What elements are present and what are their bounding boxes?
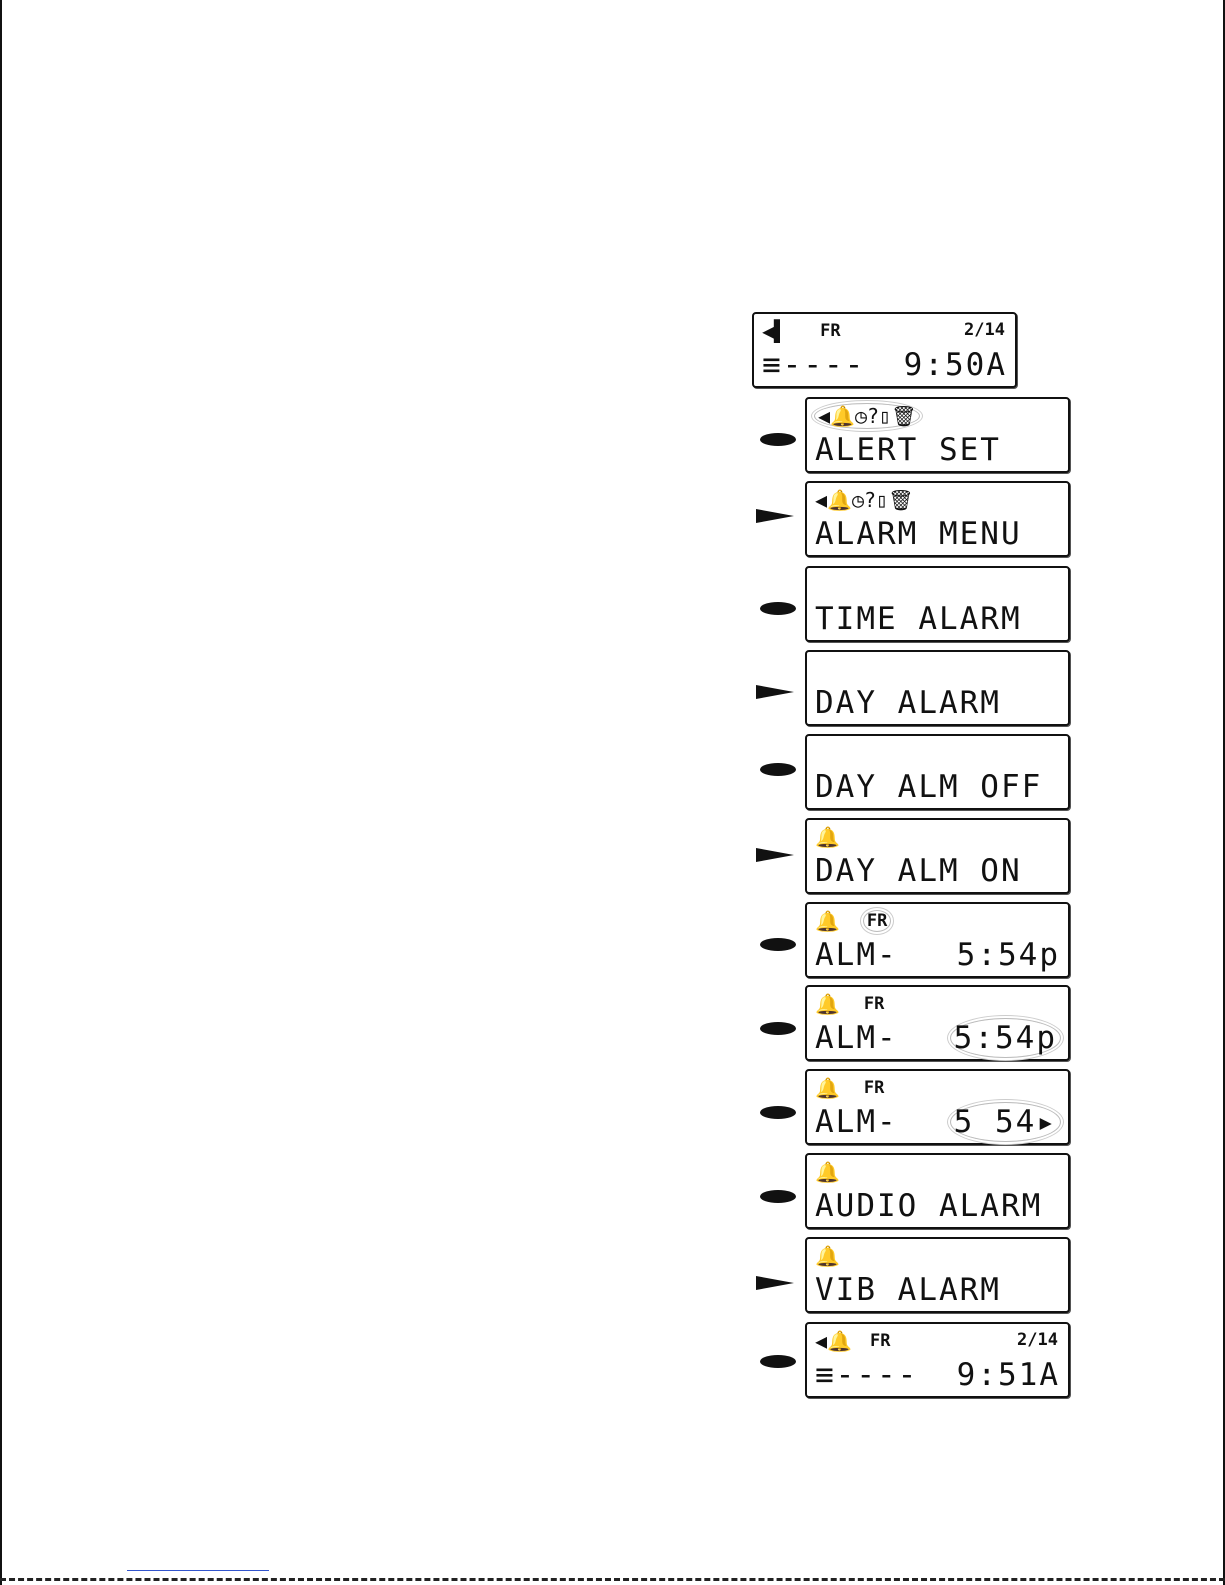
day-badge: FR xyxy=(863,994,885,1014)
alarm-time: 5:54p xyxy=(951,1019,1060,1057)
select-key-icon xyxy=(760,1355,796,1368)
lcd-screen-day-alm-on xyxy=(805,818,1070,894)
date-label: 2/14 xyxy=(1017,1330,1058,1350)
lcd-screen-alm-set-minute xyxy=(805,1069,1070,1145)
lcd-screen-audio-alarm xyxy=(805,1153,1070,1229)
menu-text: VIB ALARM xyxy=(815,1272,1001,1308)
volume-bell-icon: ◀🔔 xyxy=(815,1329,852,1353)
menu-icons: ◀🔔◷?▯🗑 xyxy=(815,404,919,428)
day-badge: FR xyxy=(864,911,890,931)
menu-text: DAY ALM OFF xyxy=(815,769,1043,805)
date-label: 2/14 xyxy=(964,320,1005,340)
right-arrow-key-icon xyxy=(756,1276,794,1290)
menu-text: DAY ALM ON xyxy=(815,853,1022,889)
lcd-screen-alarm-menu xyxy=(805,481,1070,557)
select-key-icon xyxy=(760,1106,796,1119)
lcd-screen-time-alarm xyxy=(805,566,1070,642)
page-bottom-rule xyxy=(0,1578,1225,1581)
lcd-screen-standby xyxy=(752,312,1017,388)
right-arrow-key-icon xyxy=(756,509,794,523)
alarm-label: ALM- xyxy=(815,1020,898,1056)
select-key-icon xyxy=(760,1190,796,1203)
menu-text: DAY ALARM xyxy=(815,685,1001,721)
alarm-time: 5:54p xyxy=(956,937,1060,973)
lcd-screen-standby-2 xyxy=(805,1322,1070,1398)
select-key-icon xyxy=(760,602,796,615)
day-badge: FR xyxy=(863,1078,885,1098)
menu-text: ALERT SET xyxy=(815,432,1001,468)
menu-text: AUDIO ALARM xyxy=(815,1188,1043,1224)
day-badge: FR xyxy=(869,1331,891,1351)
volume-icon: ◀▌ xyxy=(762,319,787,343)
lcd-screen-alm-set-hour xyxy=(805,985,1070,1061)
bell-icon: 🔔 xyxy=(815,1076,840,1100)
lcd-screen-alm-set-day xyxy=(805,902,1070,978)
bell-icon: 🔔 xyxy=(815,1244,840,1268)
select-key-icon xyxy=(760,1022,796,1035)
bell-icon: 🔔 xyxy=(815,1160,840,1184)
footer-link-underline xyxy=(127,1570,269,1571)
alarm-time: 5 54▸ xyxy=(951,1103,1060,1141)
lcd-screen-alert-set xyxy=(805,397,1070,473)
alarm-label: ALM- xyxy=(815,937,898,973)
lcd-screen-day-alm-off xyxy=(805,734,1070,810)
menu-icons: ◀🔔◷?▯🗑 xyxy=(815,488,914,512)
right-arrow-key-icon xyxy=(756,685,794,699)
page-border-left xyxy=(0,0,2,1585)
signal-indicator: ≡---- xyxy=(762,347,866,383)
time-label: 9:51A xyxy=(956,1357,1060,1393)
alarm-label: ALM- xyxy=(815,1104,898,1140)
select-key-icon xyxy=(760,763,796,776)
menu-text: ALARM MENU xyxy=(815,516,1022,552)
menu-text: TIME ALARM xyxy=(815,601,1022,637)
lcd-screen-day-alarm xyxy=(805,650,1070,726)
lcd-screen-vib-alarm xyxy=(805,1237,1070,1313)
bell-icon: 🔔 xyxy=(815,909,840,933)
time-label: 9:50A xyxy=(903,347,1007,383)
right-arrow-key-icon xyxy=(756,848,794,862)
bell-icon: 🔔 xyxy=(815,992,840,1016)
select-key-icon xyxy=(760,938,796,951)
bell-icon: 🔔 xyxy=(815,825,840,849)
signal-indicator: ≡---- xyxy=(815,1357,919,1393)
day-badge: FR xyxy=(820,321,841,341)
select-key-icon xyxy=(760,433,796,446)
